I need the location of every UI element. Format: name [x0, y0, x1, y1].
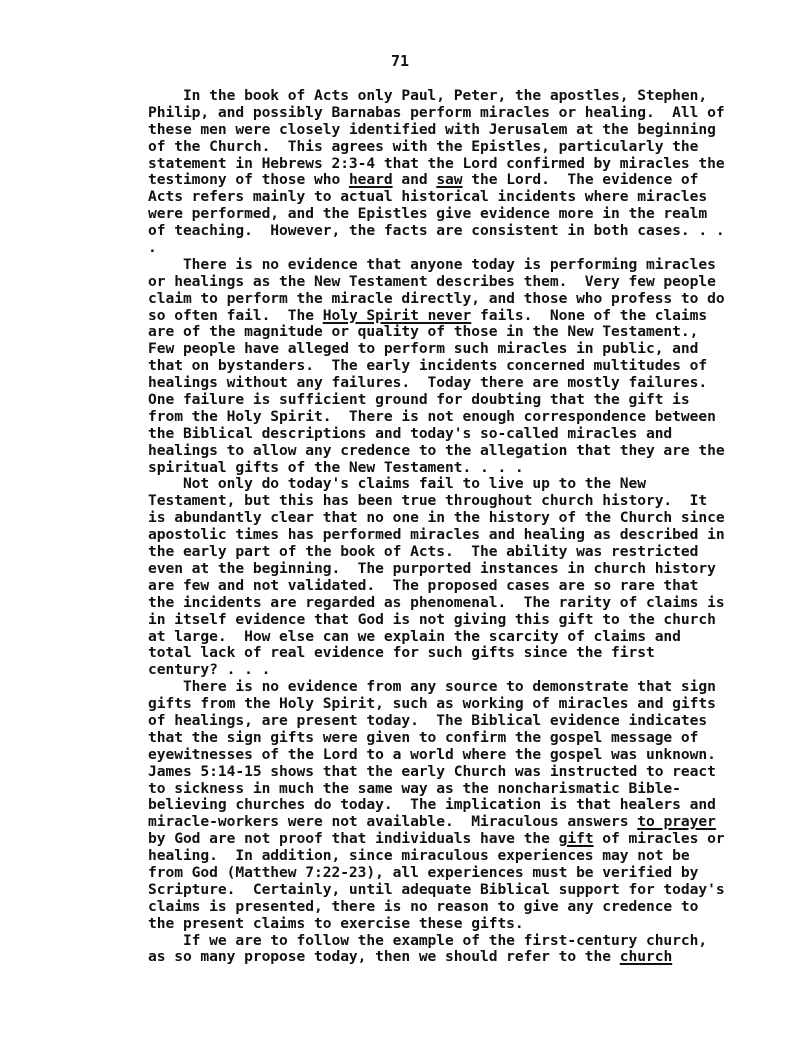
- text-line: by God are not proof that individuals have the gift of miracles or: [148, 830, 725, 848]
- text-line: even at the beginning. The purported instances in church history: [148, 559, 716, 577]
- text-line: so often fail. The Holy Spirit never fails. None of the claims: [148, 306, 708, 324]
- text-line: miracle-workers were not available. Miraculous answers to prayer: [148, 813, 716, 831]
- text-line: the Biblical descriptions and today's so-called miracles and: [148, 424, 673, 442]
- text-line: Not only do today's claims fail to live up to the New: [148, 475, 646, 493]
- text-line: In the book of Acts only Paul, Peter, the apostles, Stephen,: [148, 87, 708, 104]
- text-line: were performed, and the Epistles give evidence more in the realm: [148, 205, 708, 223]
- text-line: apostolic times has performed miracles and healing as described in: [148, 526, 725, 544]
- text-line: of the Church. This agrees with the Epistles, particularly the: [148, 137, 699, 155]
- underlined-text: gift: [558, 830, 594, 848]
- text-line: Testament, but this has been true throughout church history. It: [148, 492, 708, 510]
- text-line: total lack of real evidence for such gifts since the first: [148, 644, 655, 662]
- text-line: There is no evidence that anyone today is performing miracles: [148, 255, 716, 273]
- text-line: Acts refers mainly to actual historical incidents where miracles: [148, 188, 708, 206]
- text-line: that on bystanders. The early incidents concerned multitudes of: [148, 357, 708, 375]
- text-line: from God (Matthew 7:22-23), all experiences must be verified by: [148, 863, 699, 881]
- text-line: as so many propose today, then we should refer to the church: [148, 948, 673, 966]
- text-line: are few and not validated. The proposed cases are so rare that: [148, 576, 699, 594]
- text-line: century? . . .: [148, 661, 271, 679]
- text-line: the early part of the book of Acts. The ability was restricted: [148, 543, 699, 561]
- text-line: at large. How else can we explain the scarcity of claims and: [148, 627, 681, 645]
- text-line: statement in Hebrews 2:3-4 that the Lord confirmed by miracles the: [148, 154, 725, 172]
- text-line: James 5:14-15 shows that the early Church was instructed to react: [148, 762, 716, 780]
- text-line: that the sign gifts were given to confirm the gospel message of: [148, 728, 699, 746]
- text-line: spiritual gifts of the New Testament. . . .: [148, 458, 524, 476]
- body-text: [148, 88, 728, 966]
- text-line: claim to perform the miracle directly, and those who profess to do: [148, 289, 725, 307]
- text-line: of teaching. However, the facts are consistent in both cases. . .: [148, 222, 725, 240]
- text-line: the incidents are regarded as phenomenal. The rarity of claims is: [148, 593, 725, 611]
- underlined-text: saw: [436, 171, 463, 189]
- text-line: believing churches do today. The implication is that healers and: [148, 796, 716, 814]
- underlined-text: Holy Spirit never: [322, 306, 472, 324]
- text-line: healings to allow any credence to the allegation that they are the: [148, 441, 725, 459]
- text-line: gifts from the Holy Spirit, such as working of miracles and gifts: [148, 695, 716, 713]
- text-line: Few people have alleged to perform such miracles in public, and: [148, 340, 699, 358]
- text-line: .: [148, 239, 157, 257]
- text-line: claims is presented, there is no reason to give any credence to: [148, 897, 699, 915]
- text-line: in itself evidence that God is not giving this gift to the church: [148, 610, 716, 628]
- text-line: these men were closely identified with Jerusalem at the beginning: [148, 120, 716, 138]
- text-line: are of the magnitude or quality of those in the New Testament.,: [148, 323, 699, 341]
- page-number: 71: [390, 52, 410, 70]
- text-line: If we are to follow the example of the first-century church,: [148, 931, 708, 949]
- underlined-text: heard: [348, 171, 393, 189]
- text-line: to sickness in much the same way as the noncharismatic Bible-: [148, 779, 681, 797]
- underlined-text: to prayer: [637, 813, 716, 831]
- text-line: the present claims to exercise these gifts.: [148, 914, 524, 932]
- text-line: healing. In addition, since miraculous experiences may not be: [148, 847, 690, 865]
- text-line: Scripture. Certainly, until adequate Biblical support for today's: [148, 880, 725, 898]
- text-line: One failure is sufficient ground for doubting that the gift is: [148, 391, 690, 409]
- text-line: There is no evidence from any source to demonstrate that sign: [148, 678, 716, 696]
- text-line: of healings, are present today. The Biblical evidence indicates: [148, 711, 708, 729]
- text-line: healings without any failures. Today there are mostly failures.: [148, 374, 708, 392]
- underlined-text: church: [619, 948, 673, 966]
- text-line: eyewitnesses of the Lord to a world where the gospel was unknown.: [148, 745, 716, 763]
- text-line: from the Holy Spirit. There is not enough correspondence between: [148, 407, 716, 425]
- text-line: Philip, and possibly Barnabas perform miracles or healing. All of: [148, 103, 725, 121]
- text-line: testimony of those who heard and saw the Lord. The evidence of: [148, 171, 699, 189]
- text-line: is abundantly clear that no one in the history of the Church since: [148, 509, 725, 527]
- text-line: or healings as the New Testament describes them. Very few people: [148, 272, 716, 290]
